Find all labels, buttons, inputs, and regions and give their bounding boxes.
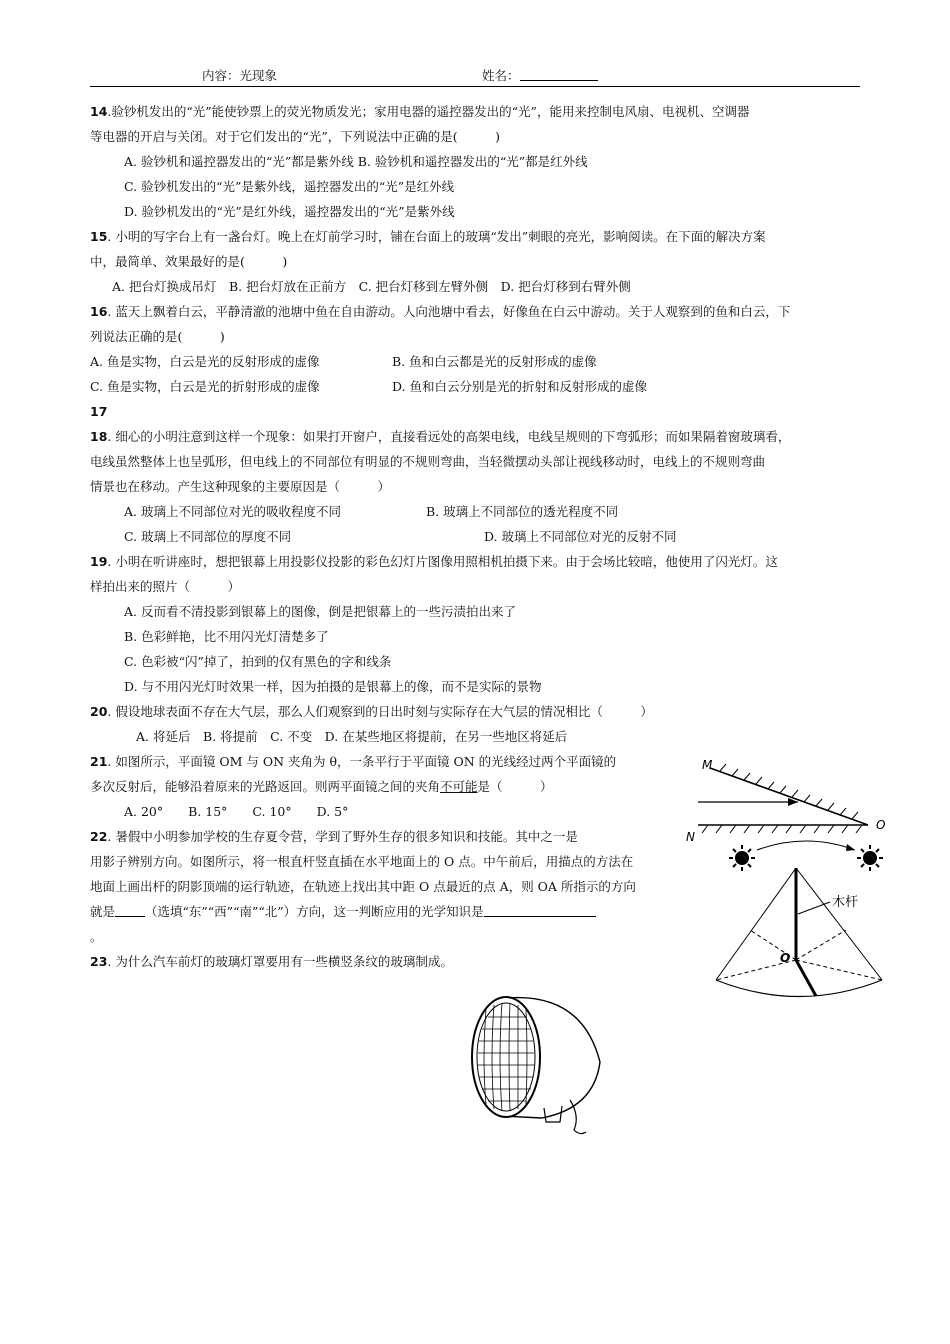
q22-direction-blank[interactable] bbox=[115, 904, 145, 917]
q14-option-ab: A. 验钞机和遥控器发出的“光”都是紫外线 B. 验钞机和遥控器发出的“光”都是红外线 bbox=[124, 154, 588, 169]
q22-stem-4a: 就是 bbox=[90, 904, 116, 919]
q22-number: 22 bbox=[90, 829, 108, 844]
q22-stem-1: . 暑假中小明参加学校的生存夏令营，学到了野外生存的很多知识和技能。其中之一是 bbox=[107, 829, 578, 844]
q14-option-d: D. 验钞机发出的“光”是红外线，遥控器发出的“光”是紫外线 bbox=[124, 204, 455, 219]
q21-number: 21 bbox=[90, 754, 108, 769]
q14-number: 14 bbox=[90, 104, 108, 119]
shortest-shadow-oa bbox=[796, 960, 816, 996]
q18-option-c: C. 玻璃上不同部位的厚度不同 bbox=[124, 529, 292, 544]
q21-line-1 bbox=[90, 753, 616, 771]
q21-mirror-figure bbox=[680, 755, 890, 845]
q19-stem-1: . 小明在听讲座时，想把银幕上用投影仪投影的彩色幻灯片图像用照相机拍摄下来。由于会场比较暗，他使用了闪光灯。这 bbox=[107, 554, 778, 569]
q22-line-4 bbox=[90, 903, 596, 921]
q16-option-b: B. 鱼和白云都是光的反射形成的虚像 bbox=[392, 354, 597, 369]
q16-number: 16 bbox=[90, 304, 108, 319]
q15-options: A. 把台灯换成吊灯 B. 把台灯放在正前方 C. 把台灯移到左臂外侧 D. 把台灯移到右臂外侧 bbox=[112, 279, 631, 294]
shadow-trajectory bbox=[716, 980, 882, 997]
q18-line-1 bbox=[90, 428, 790, 446]
page-header bbox=[90, 66, 860, 87]
mirror-on-hatching bbox=[702, 825, 862, 833]
q16-line-1 bbox=[90, 303, 790, 321]
q21-underlined-word: 不可能 bbox=[440, 779, 478, 794]
q18-option-d: D. 玻璃上不同部位对光的反射不同 bbox=[484, 529, 677, 544]
sun-left-icon bbox=[729, 845, 755, 871]
cone-right-edge bbox=[796, 868, 882, 980]
q21-line-2 bbox=[90, 778, 553, 796]
q18-line-2: 电线虽然整体上也呈弧形，但电线上的不同部位有明显的不规则弯曲，当轻微摆动头部让视线移动时，电线上的不规则弯曲 bbox=[90, 454, 766, 469]
header-content: 内容：光现象 bbox=[202, 68, 278, 83]
q16-option-a: A. 鱼是实物，白云是光的反射形成的虚像 bbox=[90, 354, 320, 369]
q21-options: A. 20° B. 15° C. 10° D. 5° bbox=[124, 804, 349, 819]
q22-line-5: 。 bbox=[90, 929, 103, 944]
q20-line-1 bbox=[90, 703, 653, 721]
q19-line-1 bbox=[90, 553, 778, 571]
q18-line-3: 情景也在移动。产生这种现象的主要原因是（ ） bbox=[90, 479, 391, 494]
sun-right-icon bbox=[857, 845, 883, 871]
q23-number: 23 bbox=[90, 954, 108, 969]
q16-option-c: C. 鱼是实物，白云是光的折射形成的虚像 bbox=[90, 379, 320, 394]
q14-stem-1: .验钞机发出的“光”能使钞票上的荧光物质发光；家用电器的遥控器发出的“光”，能用来控制电风扇、电视机、空调器 bbox=[107, 104, 750, 119]
shadow-line-upper-right bbox=[796, 930, 846, 960]
q20-number: 20 bbox=[90, 704, 108, 719]
q15-stem-1: . 小明的写字台上有一盏台灯。晚上在灯前学习时，铺在台面上的玻璃“发出”刺眼的亮光，影响阅读。在下面的解决方案 bbox=[107, 229, 766, 244]
sun-path-arrowhead bbox=[846, 844, 855, 851]
q21-stem-2a: 多次反射后，能够沿着原来的光路返回。则两平面镜之间的夹角 bbox=[90, 779, 441, 794]
q16-line-2: 列说法正确的是( ) bbox=[90, 329, 225, 344]
q21-stem-1: . 如图所示，平面镜 OM 与 ON 夹角为 θ，一条平行于平面镜 ON 的光线经过两个平面镜的 bbox=[107, 754, 617, 769]
pole-label-leader bbox=[798, 902, 830, 914]
q15-number: 15 bbox=[90, 229, 108, 244]
q18-option-b: B. 玻璃上不同部位的透光程度不同 bbox=[426, 504, 619, 519]
label-n: N bbox=[686, 830, 695, 844]
q21-stem-2b: 是（ ） bbox=[477, 779, 553, 794]
q19-line-2: 样拍出来的照片（ ） bbox=[90, 579, 241, 594]
mirror-om bbox=[710, 768, 868, 825]
q15-line-1 bbox=[90, 228, 766, 246]
headlight-lens-rim bbox=[472, 997, 540, 1117]
q22-shadow-figure bbox=[712, 838, 898, 1008]
pole-label: 木杆 bbox=[832, 895, 859, 910]
q22-line-3: 地面上画出杆的阴影顶端的运行轨迹，在轨迹上找出其中距 O 点最近的点 A，则 OA 所指示的方向 bbox=[90, 879, 636, 894]
q17-number: 17 bbox=[90, 404, 108, 419]
header-name-label: 姓名： bbox=[482, 68, 520, 83]
q18-number: 18 bbox=[90, 429, 108, 444]
q23-line-1 bbox=[90, 953, 453, 971]
q19-option-c: C. 色彩被“闪”掉了，拍到的仅有黑色的字和线条 bbox=[124, 654, 392, 669]
q16-stem-1: . 蓝天上飘着白云，平静清澈的池塘中鱼在自由游动。人向池塘中看去，好像鱼在白云中游动。关于人观察到的鱼和白云，下 bbox=[107, 304, 791, 319]
headlight-mount bbox=[544, 1106, 562, 1122]
q18-stem-1: . 细心的小明注意到这样一个现象：如果打开窗户，直接看远处的高架电线，电线呈规则的下弯弧形；而如果隔着窗玻璃看， bbox=[107, 429, 791, 444]
q19-number: 19 bbox=[90, 554, 108, 569]
q22-knowledge-blank[interactable] bbox=[484, 904, 596, 917]
q18-option-a: A. 玻璃上不同部位对光的吸收程度不同 bbox=[124, 504, 341, 519]
q22-line-2: 用影子辨别方向。如图所示，将一根直杆竖直插在水平地面上的 O 点。中午前后，用描点的方法在 bbox=[90, 854, 634, 869]
header-name-field bbox=[482, 66, 598, 84]
label-m: M bbox=[702, 758, 713, 772]
headlight-wire bbox=[570, 1100, 586, 1134]
sun-path-arc bbox=[757, 841, 855, 850]
q14-line-1 bbox=[90, 103, 749, 121]
q23-stem-1: . 为什么汽车前灯的玻璃灯罩要用有一些横竖条纹的玻璃制成。 bbox=[107, 954, 453, 969]
q16-option-d: D. 鱼和白云分别是光的折射和反射形成的虚像 bbox=[392, 379, 648, 394]
q22-line-1 bbox=[90, 828, 578, 846]
q19-option-a: A. 反而看不清投影到银幕上的图像，倒是把银幕上的一些污渍拍出来了 bbox=[124, 604, 516, 619]
q17-line bbox=[90, 403, 107, 421]
q20-options: A. 将延后 B. 将提前 C. 不变 D. 在某些地区将提前，在另一些地区将延后 bbox=[136, 729, 568, 744]
q15-line-2: 中，最简单、效果最好的是( ) bbox=[90, 254, 288, 269]
label-o: O bbox=[876, 818, 886, 832]
q22-stem-4b: （选填“东”“西”“南”“北”）方向，这一判断应用的光学知识是 bbox=[145, 904, 484, 919]
q19-option-b: B. 色彩鲜艳，比不用闪光灯清楚多了 bbox=[124, 629, 329, 644]
q14-line-2: 等电器的开启与关闭。对于它们发出的“光”，下列说法中正确的是( ) bbox=[90, 129, 501, 144]
name-blank[interactable] bbox=[520, 68, 598, 81]
q23-headlight-figure bbox=[462, 990, 610, 1140]
q20-stem-1: . 假设地球表面不存在大气层，那么人们观察到的日出时刻与实际存在大气层的情况相比（ ） bbox=[107, 704, 653, 719]
q14-option-c: C. 验钞机发出的“光”是紫外线，遥控器发出的“光”是红外线 bbox=[124, 179, 455, 194]
point-o-label: O bbox=[780, 951, 791, 965]
mirror-om-hatching bbox=[720, 764, 858, 819]
q19-option-d: D. 与不用闪光灯时效果一样，因为拍摄的是银幕上的像，而不是实际的景物 bbox=[124, 679, 542, 694]
